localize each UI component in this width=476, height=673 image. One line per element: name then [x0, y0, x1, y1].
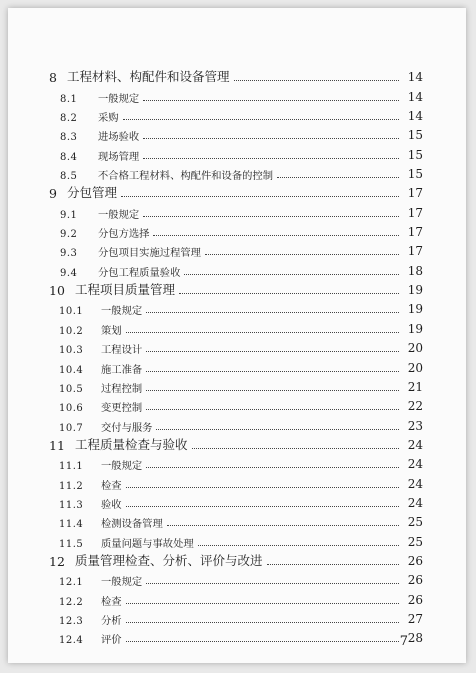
toc-entry-title: 分包工程质量验收 — [98, 266, 181, 279]
toc-section-entry — [8, 85, 466, 104]
toc-entry-title: 分包项目实施过程管理 — [98, 247, 201, 260]
dot-leader — [123, 118, 399, 120]
toc-entry-number: 11.5 — [59, 538, 84, 550]
toc-entry-page: 15 — [407, 147, 423, 162]
toc-section-entry — [8, 105, 466, 124]
toc-chapter-entry — [8, 550, 466, 569]
toc-section-entry — [8, 298, 466, 317]
toc-entry-page: 17 — [407, 244, 423, 259]
toc-entry-page: 21 — [407, 379, 423, 394]
toc-chapter-entry — [8, 182, 466, 201]
toc-entry-number: 8.2 — [60, 113, 78, 125]
toc-entry-number: 8.1 — [60, 93, 78, 105]
toc-entry-title: 分析 — [101, 614, 122, 627]
toc-entry-number: 12.4 — [59, 635, 84, 647]
toc-entry-page: 28 — [407, 631, 423, 646]
dot-leader — [167, 524, 399, 526]
toc-entry-number: 12.3 — [59, 615, 84, 627]
toc-entry-page: 23 — [407, 418, 423, 433]
toc-section-entry — [8, 453, 466, 472]
toc-entry-title: 交付与服务 — [101, 421, 153, 434]
toc-entry-title: 质量问题与事故处理 — [101, 537, 194, 550]
toc-entry-page: 20 — [407, 341, 423, 356]
toc-section-entry — [8, 317, 466, 336]
dot-leader — [126, 621, 399, 623]
dot-leader — [126, 486, 399, 488]
toc-entry-title: 工程设计 — [101, 344, 143, 357]
toc-entry-number: 10.7 — [59, 422, 84, 434]
toc-entry-page: 24 — [407, 495, 423, 510]
toc-section-entry — [8, 240, 466, 259]
page-number: 7 — [399, 634, 408, 649]
toc-entry-page: 26 — [407, 553, 423, 568]
toc-entry-number: 12 — [49, 553, 65, 569]
dot-leader — [146, 408, 399, 410]
toc-chapter-entry — [8, 279, 466, 298]
dot-leader — [277, 176, 399, 178]
toc-entry-number: 12.1 — [59, 577, 84, 589]
toc-section-entry — [8, 472, 466, 491]
dot-leader — [143, 99, 399, 101]
toc-entry-page: 25 — [407, 534, 423, 549]
toc-entry-number: 10.3 — [59, 345, 84, 357]
toc-entry-number: 11.3 — [59, 499, 84, 511]
toc-entry-page: 17 — [407, 225, 423, 240]
toc-section-entry — [8, 221, 466, 240]
toc-entry-number: 10.4 — [59, 364, 84, 376]
dot-leader — [146, 466, 399, 468]
toc-entry-page: 27 — [407, 611, 423, 626]
toc-section-entry — [8, 530, 466, 549]
toc-entry-title: 检测设备管理 — [101, 518, 163, 531]
dot-leader — [153, 234, 399, 236]
toc-entry-title: 工程材料、构配件和设备管理 — [67, 69, 230, 85]
dot-leader — [126, 505, 399, 507]
toc-section-entry — [8, 569, 466, 588]
toc-entry-page: 20 — [407, 360, 423, 375]
toc-entry-title: 工程质量检查与验收 — [75, 436, 188, 452]
toc-entry-page: 14 — [407, 109, 423, 124]
toc-section-entry — [8, 627, 466, 646]
toc-entry-number: 11 — [49, 437, 65, 453]
dot-leader — [198, 544, 399, 546]
toc-entry-number: 11.1 — [59, 461, 84, 473]
dot-leader — [126, 640, 399, 642]
toc-entry-number: 9.2 — [60, 229, 78, 241]
dot-leader — [205, 253, 399, 255]
dot-leader — [121, 195, 399, 197]
toc-section-entry — [8, 376, 466, 395]
toc-section-entry — [8, 356, 466, 375]
toc-section-entry — [8, 588, 466, 607]
toc-entry-number: 9.3 — [60, 248, 78, 260]
toc-entry-title: 不合格工程材料、构配件和设备的控制 — [98, 170, 274, 183]
toc-entry-page: 18 — [407, 263, 423, 278]
toc-entry-number: 9.1 — [60, 209, 78, 221]
dot-leader — [267, 563, 399, 565]
toc-entry-title: 一般规定 — [101, 460, 143, 473]
toc-entry-title: 分包管理 — [67, 185, 118, 201]
toc-entry-title: 检查 — [101, 595, 122, 608]
toc-section-entry — [8, 608, 466, 627]
toc-entry-page: 19 — [407, 302, 423, 317]
toc-entry-page: 15 — [407, 167, 423, 182]
dot-leader — [192, 447, 399, 449]
toc-entry-page: 14 — [407, 70, 423, 85]
toc-entry-title: 分包方选择 — [98, 228, 150, 241]
toc-entry-page: 26 — [407, 592, 423, 607]
dot-leader — [146, 370, 399, 372]
toc-entry-number: 10.5 — [59, 383, 84, 395]
toc-section-entry — [8, 163, 466, 182]
toc-entry-page: 24 — [407, 457, 423, 472]
toc-entry-title: 进场验收 — [98, 131, 140, 144]
dot-leader — [179, 292, 399, 294]
toc-entry-title: 一般规定 — [101, 305, 143, 318]
toc-entry-title: 一般规定 — [98, 92, 140, 105]
toc-entry-title: 采购 — [98, 112, 119, 125]
toc-entry-number: 11.4 — [59, 519, 84, 531]
toc-entry-page: 19 — [407, 283, 423, 298]
toc-section-entry — [8, 511, 466, 530]
toc-entry-title: 验收 — [101, 498, 122, 511]
toc-entry-number: 8.3 — [60, 132, 78, 144]
toc-section-entry — [8, 414, 466, 433]
dot-leader — [146, 350, 399, 352]
toc-entry-page: 22 — [407, 399, 423, 414]
dot-leader — [184, 273, 399, 275]
toc-entry-title: 施工准备 — [101, 363, 143, 376]
dot-leader — [143, 215, 399, 217]
toc-entry-title: 工程项目质量管理 — [75, 282, 176, 298]
toc-entry-page: 25 — [407, 515, 423, 530]
table-of-contents — [8, 66, 466, 646]
toc-section-entry — [8, 259, 466, 278]
dot-leader — [126, 602, 399, 604]
toc-entry-number: 12.2 — [59, 596, 84, 608]
toc-section-entry — [8, 395, 466, 414]
dot-leader — [146, 311, 399, 313]
toc-section-entry — [8, 201, 466, 220]
toc-entry-number: 8.4 — [60, 151, 78, 163]
toc-section-entry — [8, 492, 466, 511]
toc-entry-title: 检查 — [101, 479, 122, 492]
toc-entry-number: 10.2 — [59, 325, 84, 337]
dot-leader — [143, 137, 399, 139]
toc-entry-number: 9 — [49, 186, 57, 202]
toc-entry-page: 19 — [407, 321, 423, 336]
toc-entry-page: 15 — [407, 128, 423, 143]
toc-entry-title: 质量管理检查、分析、评价与改进 — [75, 552, 263, 568]
toc-entry-page: 24 — [407, 437, 423, 452]
toc-entry-number: 8.5 — [60, 171, 78, 183]
toc-entry-title: 现场管理 — [98, 150, 140, 163]
toc-entry-number: 9.4 — [60, 267, 78, 279]
toc-entry-number: 8 — [49, 70, 57, 86]
dot-leader — [126, 331, 399, 333]
toc-entry-page: 17 — [407, 205, 423, 220]
toc-chapter-entry — [8, 434, 466, 453]
toc-section-entry — [8, 143, 466, 162]
toc-entry-number: 10 — [49, 283, 65, 299]
toc-entry-title: 过程控制 — [101, 382, 143, 395]
toc-entry-number: 10.6 — [59, 403, 84, 415]
toc-entry-title: 评价 — [101, 634, 122, 647]
toc-entry-title: 一般规定 — [101, 576, 143, 589]
toc-entry-number: 10.1 — [59, 306, 84, 318]
toc-entry-page: 24 — [407, 476, 423, 491]
document-page — [8, 8, 466, 663]
dot-leader — [156, 428, 399, 430]
toc-entry-page: 14 — [407, 89, 423, 104]
toc-entry-page: 17 — [407, 186, 423, 201]
toc-entry-page: 26 — [407, 573, 423, 588]
toc-chapter-entry — [8, 66, 466, 85]
toc-entry-title: 变更控制 — [101, 402, 143, 415]
toc-section-entry — [8, 124, 466, 143]
dot-leader — [146, 389, 399, 391]
toc-entry-title: 策划 — [101, 324, 122, 337]
dot-leader — [146, 582, 399, 584]
toc-entry-title: 一般规定 — [98, 208, 140, 221]
toc-entry-number: 11.2 — [59, 480, 84, 492]
dot-leader — [143, 157, 399, 159]
toc-section-entry — [8, 337, 466, 356]
dot-leader — [234, 79, 399, 81]
